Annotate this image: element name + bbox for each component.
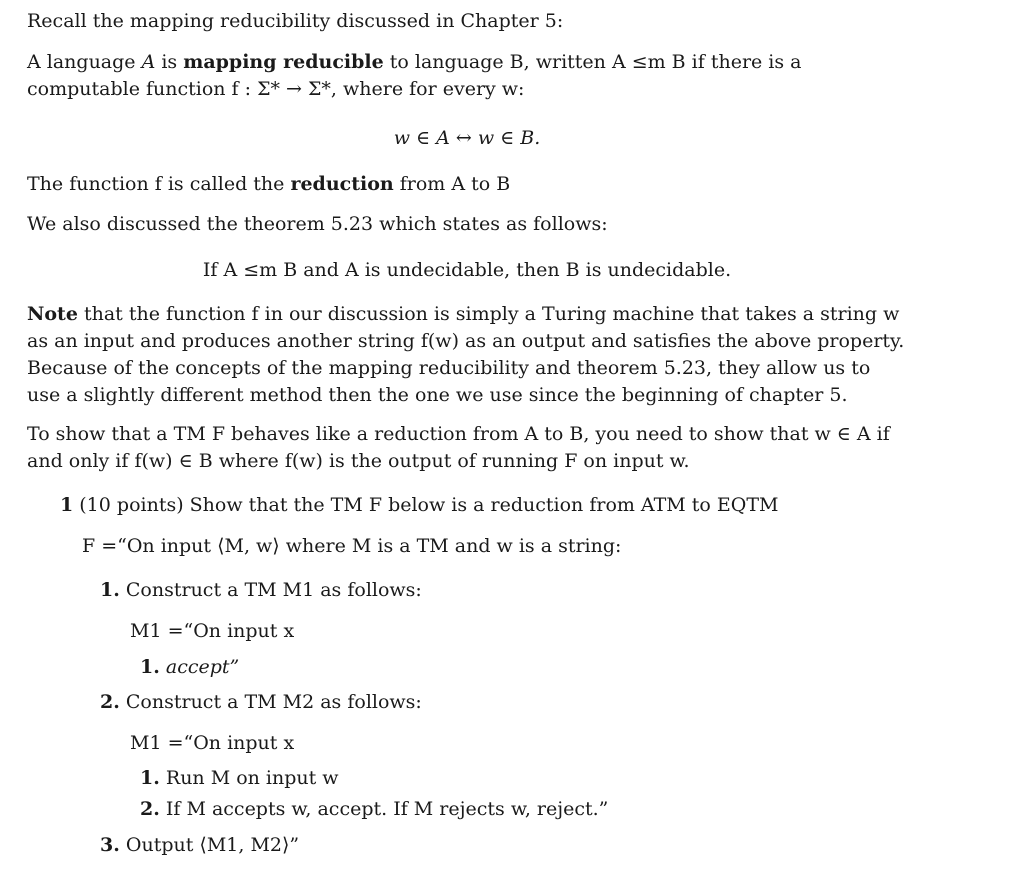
m2-step-1 (140, 765, 1020, 792)
function-paragraph (27, 171, 907, 198)
theorem-statement: If A ≤m B and A is undecidable, then B is undecidable. (202, 259, 732, 281)
intro-line: Recall the mapping reducibility discussed in Chapter 5: (27, 10, 564, 32)
substep-number: 2. (140, 798, 160, 820)
m1-step-1 (140, 654, 1020, 681)
definition-is: is (155, 51, 184, 73)
substep-number: 1. (140, 656, 160, 678)
substep-text: If M accepts w, accept. If M rejects w, reject.” (159, 798, 609, 820)
step-1 (100, 577, 980, 604)
show-paragraph: To show that a TM F behaves like a reduction from A to B, you need to show that w ∈ A if and only if f(w) ∈ B where f(w) is the output of running F on input w. (27, 423, 890, 472)
definition-prefix: A language (27, 51, 142, 73)
function-prefix: The function f is called the (27, 173, 291, 195)
substep-number: 1. (140, 767, 160, 789)
definition-term: mapping reducible (183, 51, 384, 73)
step-number: 3. (100, 834, 120, 856)
function-term: reduction (290, 173, 394, 195)
step-number: 2. (100, 691, 120, 713)
m1-header: M1 =“On input x (130, 620, 295, 642)
step-text: Output ⟨M1, M2⟩” (119, 834, 300, 856)
tm-f-definition: F =“On input ⟨M, w⟩ where M is a TM and w is a string: (82, 535, 622, 557)
function-rest: from A to B (393, 173, 511, 195)
definition-rest: to language B, written A ≤m B if there is a computable function f : Σ* → Σ*, where for every w: (27, 51, 802, 100)
step-2 (100, 689, 980, 716)
m2-header: M1 =“On input x (130, 732, 295, 754)
substep-text: accept” (159, 656, 240, 678)
problem-text: (10 points) Show that the TM F below is a reduction from ATM to EQTM (73, 494, 779, 516)
substep-text: Run M on input w (159, 767, 339, 789)
problem-number: 1 (60, 494, 74, 516)
note-paragraph (27, 301, 907, 409)
note-text: that the function f in our discussion is simply a Turing machine that takes a string w as an input and produces another string f(w) as an output and satisfies the above property. Because of the concepts of the mapping reducibility and theorem 5.23, they allow us to use a slightly different method then the one we use since the beginning of chapter 5. (27, 303, 905, 406)
m2-step-2 (140, 796, 1020, 823)
equation: w ∈ A ↔ w ∈ B. (393, 127, 541, 149)
step-number: 1. (100, 579, 120, 601)
step-3 (100, 832, 980, 859)
step-text: Construct a TM M1 as follows: (119, 579, 422, 601)
step-text: Construct a TM M2 as follows: (119, 691, 422, 713)
theorem-intro: We also discussed the theorem 5.23 which states as follows: (27, 213, 608, 235)
note-label: Note (27, 303, 78, 325)
definition-paragraph (27, 49, 907, 103)
problem-heading (60, 492, 940, 519)
definition-language-a: A (141, 51, 156, 73)
